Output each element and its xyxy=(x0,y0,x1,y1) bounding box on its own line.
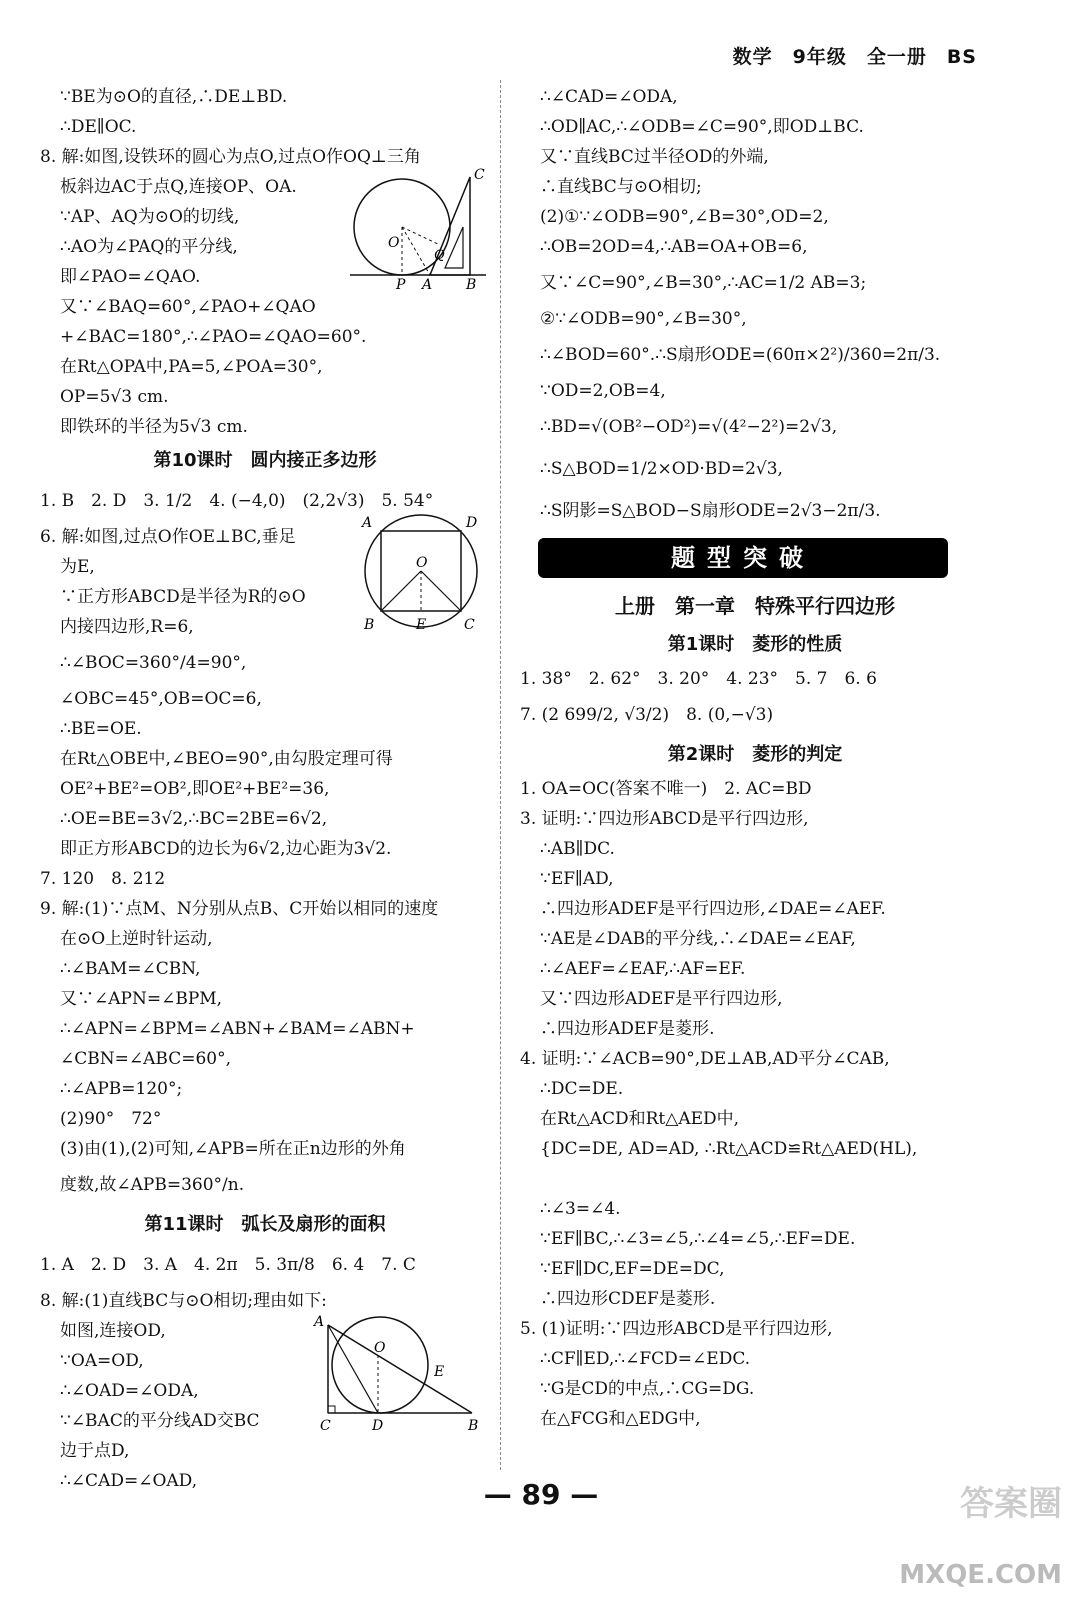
fig1-label-P: P xyxy=(396,277,406,290)
text-line: ∴∠BOD=60°.∴S扇形ODE=(60π×2²)/360=2π/3. xyxy=(540,345,941,365)
text-line: 度数,故∠APB=360°/n. xyxy=(60,1175,245,1195)
text-line: 在△FCG和△EDG中, xyxy=(540,1409,701,1429)
section-title: 第10课时 圆内接正多边形 xyxy=(153,450,377,471)
left-column xyxy=(40,82,490,1496)
text-line: ∴∠3=∠4. xyxy=(540,1199,621,1219)
fig3-label-O: O xyxy=(374,1340,386,1356)
right-top-block xyxy=(520,82,990,532)
text-line: ∴四边形ADEF是平行四边形,∠DAE=∠AEF. xyxy=(540,899,886,919)
text-line: 1. OA=OC(答案不唯一) 2. AC=BD xyxy=(520,779,812,799)
text-line: {DC=DE, AD=AD, ∴Rt△ACD≌Rt△AED(HL), xyxy=(540,1139,918,1159)
text-line: ∴∠APN=∠BPM=∠ABN+∠BAM=∠ABN+ xyxy=(60,1019,415,1039)
text-line: ∴∠CAD=∠OAD, xyxy=(60,1471,198,1491)
text-line: +∠BAC=180°,∴∠PAO=∠QAO=60°. xyxy=(60,327,367,347)
fig2-label-C: C xyxy=(464,617,475,633)
fig2-label-D: D xyxy=(466,515,478,531)
text-line: ②∵∠ODB=90°,∠B=30°, xyxy=(540,309,747,329)
text-line: 即正方形ABCD的边长为6√2,边心距为3√2. xyxy=(60,839,392,859)
text-line: ∴OB=2OD=4,∴AB=OA+OB=6, xyxy=(540,237,808,257)
fig1-label-B: B xyxy=(466,277,477,290)
text-line: 即铁环的半径为5√3 cm. xyxy=(60,417,248,437)
section-title: 第11课时 弧长及扇形的面积 xyxy=(144,1214,386,1235)
text-line: ∵∠BAC的平分线AD交BC xyxy=(60,1411,260,1431)
column-divider xyxy=(500,80,501,1470)
text-line: 又∵∠C=90°,∠B=30°,∴AC=1/2 AB=3; xyxy=(540,273,867,293)
text-line: ∴∠OAD=∠ODA, xyxy=(60,1381,199,1401)
text-line: 如图,连接OD, xyxy=(60,1321,166,1341)
text-line: 6. 解:如图,过点O作OE⊥BC,垂足 xyxy=(40,527,296,547)
figure-inscribed-square xyxy=(358,505,488,635)
text-line: ∴四边形CDEF是菱形. xyxy=(540,1289,716,1309)
figure-iron-ring xyxy=(350,165,490,290)
text-line: 9. 解:(1)∵点M、N分别从点B、C开始以相同的速度 xyxy=(40,899,439,919)
text-line: 又∵直线BC过半径OD的外端, xyxy=(540,147,769,167)
text-line: ∴AO为∠PAQ的平分线, xyxy=(60,237,238,257)
text-line: ∴∠CAD=∠ODA, xyxy=(540,87,678,107)
fig2-label-A: A xyxy=(362,515,373,531)
text-line: 在Rt△OPA中,PA=5,∠POA=30°, xyxy=(60,357,323,377)
text-line: ∴DE∥OC. xyxy=(60,117,137,137)
text-line: ∴BD=√(OB²−OD²)=√(4²−2²)=2√3, xyxy=(540,417,838,437)
chapter-title: 上册 第一章 特殊平行四边形 xyxy=(615,594,895,618)
text-line: 又∵四边形ADEF是平行四边形, xyxy=(540,989,783,1009)
text-line: ∴OD∥AC,∴∠ODB=∠C=90°,即OD⊥BC. xyxy=(540,117,864,137)
text-line xyxy=(520,1164,990,1194)
text-line: 为E, xyxy=(60,557,95,577)
section-title: 第1课时 菱形的性质 xyxy=(667,634,843,655)
section-banner: 题型突破 xyxy=(538,538,948,578)
text-line: 1. 38° 2. 62° 3. 20° 4. 23° 5. 7 6. 6 xyxy=(520,669,877,689)
text-line: ∴AB∥DC. xyxy=(540,839,615,859)
fig3-label-A: A xyxy=(314,1314,325,1330)
text-line: ∵EF∥BC,∴∠3=∠5,∴∠4=∠5,∴EF=DE. xyxy=(540,1229,856,1249)
watermark-logo: 答案圈 xyxy=(960,1484,1062,1524)
text-line: (2)90° 72° xyxy=(60,1109,162,1129)
text-line: ∵G是CD的中点,∴CG=DG. xyxy=(540,1379,755,1399)
fig3-label-C: C xyxy=(320,1418,331,1434)
fig1-label-O: O xyxy=(388,235,400,251)
text-line: 又∵∠BAQ=60°,∠PAO+∠QAO xyxy=(60,297,316,317)
text-line: ∴直线BC与⊙O相切; xyxy=(540,177,702,197)
right-bottom-block xyxy=(520,626,990,1434)
fig3-label-E: E xyxy=(434,1364,445,1380)
text-line: ∴BE=OE. xyxy=(60,719,142,739)
text-line: ∴S△BOD=1/2×OD·BD=2√3, xyxy=(540,459,783,479)
section-title: 第2课时 菱形的判定 xyxy=(667,744,843,765)
text-line: (2)①∵∠ODB=90°,∠B=30°,OD=2, xyxy=(540,207,829,227)
fig3-label-D: D xyxy=(372,1418,384,1434)
text-line: ∠CBN=∠ABC=60°, xyxy=(60,1049,231,1069)
text-line: 即∠PAO=∠QAO. xyxy=(60,267,201,287)
text-line: 又∵∠APN=∠BPM, xyxy=(60,989,223,1009)
text-line: ∵BE为⊙O的直径,∴DE⊥BD. xyxy=(60,87,288,107)
text-line: ∵EF∥AD, xyxy=(540,869,614,889)
fig1-label-Q: Q xyxy=(434,248,445,263)
page-header: 数学 9年级 全一册 BS xyxy=(732,46,977,68)
text-line: ∵OA=OD, xyxy=(60,1351,144,1371)
fig2-label-E: E xyxy=(416,617,427,633)
text-line: ∴CF∥ED,∴∠FCD=∠EDC. xyxy=(540,1349,751,1369)
text-line: ∴∠BAM=∠CBN, xyxy=(60,959,201,979)
text-line: ∴∠AEF=∠EAF,∴AF=EF. xyxy=(540,959,746,979)
text-line: 在Rt△OBE中,∠BEO=90°,由勾股定理可得 xyxy=(60,749,393,769)
text-line: 1. B 2. D 3. 1/2 4. (−4,0) (2,2√3) 5. 54° xyxy=(40,491,434,511)
text-line: 8. 解:(1)直线BC与⊙O相切;理由如下: xyxy=(40,1291,327,1311)
text-line: 7. (2 699/2, √3/2) 8. (0,−√3) xyxy=(520,705,774,725)
text-line: 8. 解:如图,设铁环的圆心为点O,过点O作OQ⊥三角 xyxy=(40,147,421,167)
text-line: 板斜边AC于点Q,连接OP、OA. xyxy=(60,177,297,197)
text-line: ∴S阴影=S△BOD−S扇形ODE=2√3−2π/3. xyxy=(540,501,881,521)
text-line: (3)由(1),(2)可知,∠APB=所在正n边形的外角 xyxy=(60,1139,406,1159)
text-line: 在⊙O上逆时针运动, xyxy=(60,929,213,949)
text-line: OP=5√3 cm. xyxy=(60,387,169,407)
fig1-label-A: A xyxy=(422,277,433,290)
text-line: ∴∠APB=120°; xyxy=(60,1079,183,1099)
text-line: 7. 120 8. 212 xyxy=(40,869,166,889)
text-line: OE²+BE²=OB²,即OE²+BE²=36, xyxy=(60,779,330,799)
text-line: ∵AP、AQ为⊙O的切线, xyxy=(60,207,240,227)
fig2-label-O: O xyxy=(416,555,428,571)
text-line: ∴∠BOC=360°/4=90°, xyxy=(60,653,247,673)
text-line: ∵OD=2,OB=4, xyxy=(540,381,666,401)
text-line: 1. A 2. D 3. A 4. 2π 5. 3π/8 6. 4 7. C xyxy=(40,1255,416,1275)
text-line: ∴DC=DE. xyxy=(540,1079,624,1099)
fig3-label-B: B xyxy=(468,1418,479,1434)
page-number: — 89 — xyxy=(483,1478,599,1511)
text-line: 5. (1)证明:∵四边形ABCD是平行四边形, xyxy=(520,1319,833,1339)
watermark-url: MXQE.COM xyxy=(899,1560,1062,1590)
fig2-label-B: B xyxy=(364,617,375,633)
text-line: 3. 证明:∵四边形ABCD是平行四边形, xyxy=(520,809,809,829)
text-line: ∵正方形ABCD是半径为R的⊙O xyxy=(60,587,306,607)
text-line: 边于点D, xyxy=(60,1441,130,1461)
text-line: ∵EF∥DC,EF=DE=DC, xyxy=(540,1259,725,1279)
right-column xyxy=(520,82,990,1434)
fig1-label-C: C xyxy=(474,167,485,183)
text-line: ∴四边形ADEF是菱形. xyxy=(540,1019,715,1039)
text-line: 在Rt△ACD和Rt△AED中, xyxy=(540,1109,740,1129)
text-line: 4. 证明:∵∠ACB=90°,DE⊥AB,AD平分∠CAB, xyxy=(520,1049,890,1069)
figure-tangent-circle xyxy=(310,1310,485,1435)
text-line: ∴OE=BE=3√2,∴BC=2BE=6√2, xyxy=(60,809,328,829)
text-line: ∵AE是∠DAB的平分线,∴∠DAE=∠EAF, xyxy=(540,929,856,949)
text-line: ∠OBC=45°,OB=OC=6, xyxy=(60,689,262,709)
text-line: 内接四边形,R=6, xyxy=(60,617,194,637)
